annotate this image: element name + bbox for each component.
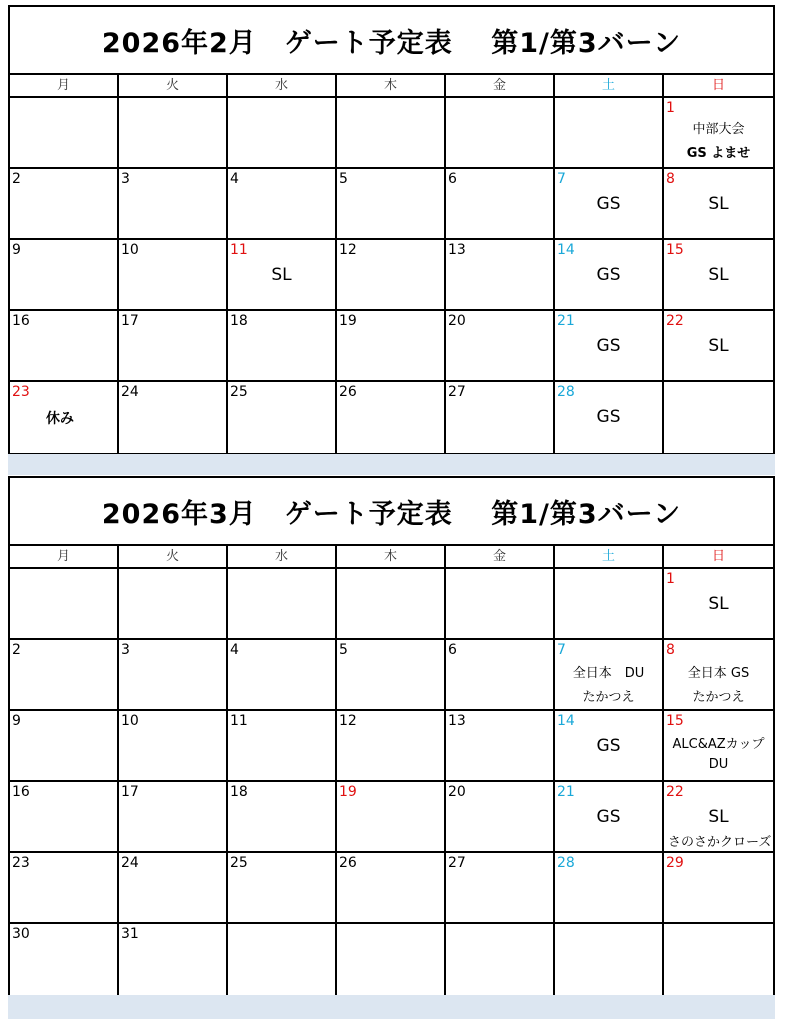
day-cell [228, 569, 337, 640]
calendar-title: 2026年2月 ゲート予定表 第1/第3バーン [10, 7, 773, 75]
day-cell [10, 382, 119, 453]
day-number: 3 [121, 642, 130, 658]
event-label: さのさかクローズ [668, 835, 772, 850]
event-label: GS [596, 407, 621, 427]
day-number: 15 [666, 242, 684, 258]
day-cell [337, 311, 446, 382]
day-number: 13 [448, 713, 466, 729]
day-cell [119, 240, 228, 311]
calendar-march [8, 476, 775, 997]
day-cell [555, 569, 664, 640]
day-cell [664, 569, 773, 640]
day-number: 7 [557, 642, 566, 658]
day-number: 20 [448, 784, 466, 800]
event-label: SL [708, 194, 729, 214]
day-cell [119, 382, 228, 453]
day-cell [337, 640, 446, 711]
day-cell [664, 311, 773, 382]
day-cell [446, 711, 555, 782]
day-number: 1 [666, 571, 675, 587]
day-number: 14 [557, 713, 575, 729]
event-label: たかつえ [692, 690, 745, 705]
day-number: 4 [230, 171, 239, 187]
day-number: 12 [339, 713, 357, 729]
event-label: GS [596, 736, 621, 756]
day-number: 28 [557, 855, 575, 871]
day-number: 22 [666, 784, 684, 800]
day-number: 26 [339, 384, 357, 400]
day-cell [119, 924, 228, 995]
event-label: 中部大会 [692, 122, 745, 137]
day-cell [10, 782, 119, 853]
weekday-label: 日 [711, 549, 725, 564]
day-cell [555, 853, 664, 924]
day-number: 29 [666, 855, 684, 871]
day-number: 25 [230, 384, 248, 400]
day-number: 10 [121, 713, 139, 729]
day-cell [664, 382, 773, 453]
day-number: 27 [448, 384, 466, 400]
day-number: 30 [12, 926, 30, 942]
day-cell [10, 169, 119, 240]
day-number: 9 [12, 242, 21, 258]
day-cell [664, 853, 773, 924]
day-cell [555, 98, 664, 169]
weekday-label: 金 [446, 546, 555, 567]
day-cell [555, 782, 664, 853]
event-label: SL [708, 807, 729, 827]
day-number: 8 [666, 171, 675, 187]
day-number: 11 [230, 242, 248, 258]
event-label: ALC&AZカップ [672, 737, 765, 752]
weekday-label: 月 [10, 75, 119, 96]
day-cell [555, 924, 664, 995]
event-label: 休み [46, 411, 74, 427]
weekday-label: 金 [446, 75, 555, 96]
day-cell [119, 311, 228, 382]
day-number: 6 [448, 171, 457, 187]
day-number: 23 [12, 855, 30, 871]
day-cell [337, 782, 446, 853]
day-number: 9 [12, 713, 21, 729]
day-number: 21 [557, 313, 575, 329]
day-cell [555, 240, 664, 311]
event-label: SL [271, 265, 292, 285]
day-number: 19 [339, 784, 357, 800]
day-number: 16 [12, 313, 30, 329]
day-cell [337, 98, 446, 169]
day-cell [228, 240, 337, 311]
day-cell [228, 711, 337, 782]
day-cell [228, 98, 337, 169]
day-cell [119, 169, 228, 240]
event-label: たかつえ [582, 690, 635, 705]
day-number: 22 [666, 313, 684, 329]
day-cell [446, 240, 555, 311]
day-number: 11 [230, 713, 248, 729]
day-cell [664, 924, 773, 995]
day-number: 25 [230, 855, 248, 871]
day-number: 20 [448, 313, 466, 329]
day-number: 12 [339, 242, 357, 258]
day-number: 3 [121, 171, 130, 187]
day-cell [664, 782, 773, 853]
day-cell [664, 711, 773, 782]
day-cell [664, 98, 773, 169]
day-cell [10, 98, 119, 169]
day-cell [119, 853, 228, 924]
day-number: 8 [666, 642, 675, 658]
day-cell [337, 853, 446, 924]
day-number: 24 [121, 384, 139, 400]
event-label: DU [708, 757, 729, 772]
day-cell [119, 569, 228, 640]
event-label: 全日本 GS [687, 666, 750, 681]
day-cell [337, 382, 446, 453]
day-number: 26 [339, 855, 357, 871]
separator-band [8, 995, 775, 1019]
day-cell [10, 853, 119, 924]
day-cell [228, 782, 337, 853]
event-label: GS [596, 265, 621, 285]
day-number: 28 [557, 384, 575, 400]
day-cell [337, 569, 446, 640]
weekday-label: 月 [10, 546, 119, 567]
day-number: 7 [557, 171, 566, 187]
day-number: 13 [448, 242, 466, 258]
day-number: 2 [12, 642, 21, 658]
day-cell [10, 711, 119, 782]
day-cell [337, 711, 446, 782]
event-label: GS [596, 194, 621, 214]
day-cell [664, 240, 773, 311]
day-cell [446, 311, 555, 382]
event-label: SL [708, 336, 729, 356]
weekday-label: 火 [119, 546, 228, 567]
day-cell [10, 640, 119, 711]
day-number: 16 [12, 784, 30, 800]
day-cell [446, 169, 555, 240]
day-cell [228, 924, 337, 995]
day-number: 19 [339, 313, 357, 329]
day-cell [228, 382, 337, 453]
day-cell [446, 382, 555, 453]
day-number: 1 [666, 100, 675, 116]
day-cell [228, 640, 337, 711]
day-number: 23 [12, 384, 30, 400]
event-label: SL [708, 594, 729, 614]
day-cell [555, 169, 664, 240]
day-cell [119, 98, 228, 169]
weekday-label: 水 [228, 75, 337, 96]
event-label: GS [596, 336, 621, 356]
day-cell [228, 853, 337, 924]
weekday-label: 木 [337, 75, 446, 96]
day-cell [10, 240, 119, 311]
day-cell [446, 853, 555, 924]
weekday-label: 土 [555, 75, 664, 96]
day-number: 31 [121, 926, 139, 942]
event-label: SL [708, 265, 729, 285]
day-cell [228, 169, 337, 240]
day-number: 4 [230, 642, 239, 658]
day-number: 17 [121, 784, 139, 800]
day-cell [446, 640, 555, 711]
weekday-label: 日 [711, 78, 725, 93]
weekday-label: 水 [228, 546, 337, 567]
weekday-label: 土 [555, 546, 664, 567]
day-cell [119, 782, 228, 853]
day-number: 5 [339, 642, 348, 658]
day-number: 14 [557, 242, 575, 258]
day-cell [446, 98, 555, 169]
day-number: 5 [339, 171, 348, 187]
day-cell [446, 569, 555, 640]
calendar-grid [10, 98, 773, 453]
day-cell [10, 924, 119, 995]
calendar-grid [10, 569, 773, 995]
day-cell [555, 711, 664, 782]
day-cell [119, 640, 228, 711]
day-number: 21 [557, 784, 575, 800]
day-cell [228, 311, 337, 382]
day-cell [446, 782, 555, 853]
day-cell [664, 640, 773, 711]
day-number: 6 [448, 642, 457, 658]
day-cell [446, 924, 555, 995]
day-number: 2 [12, 171, 21, 187]
day-cell [555, 640, 664, 711]
day-number: 27 [448, 855, 466, 871]
day-cell [555, 311, 664, 382]
day-cell [664, 169, 773, 240]
calendar-february [8, 5, 775, 455]
day-number: 17 [121, 313, 139, 329]
event-label: 全日本 DU [572, 666, 645, 681]
day-number: 18 [230, 313, 248, 329]
weekday-label: 火 [119, 75, 228, 96]
day-cell [10, 569, 119, 640]
weekday-header [10, 546, 773, 569]
separator-band [8, 454, 775, 475]
day-cell [10, 311, 119, 382]
event-label: GS [596, 807, 621, 827]
day-cell [337, 240, 446, 311]
day-cell [337, 924, 446, 995]
weekday-label: 木 [337, 546, 446, 567]
day-number: 18 [230, 784, 248, 800]
day-cell [119, 711, 228, 782]
day-number: 24 [121, 855, 139, 871]
event-label: GS よませ [686, 146, 751, 161]
weekday-header [10, 75, 773, 98]
day-cell [555, 382, 664, 453]
calendar-title: 2026年3月 ゲート予定表 第1/第3バーン [10, 478, 773, 546]
day-number: 10 [121, 242, 139, 258]
day-number: 15 [666, 713, 684, 729]
day-cell [337, 169, 446, 240]
